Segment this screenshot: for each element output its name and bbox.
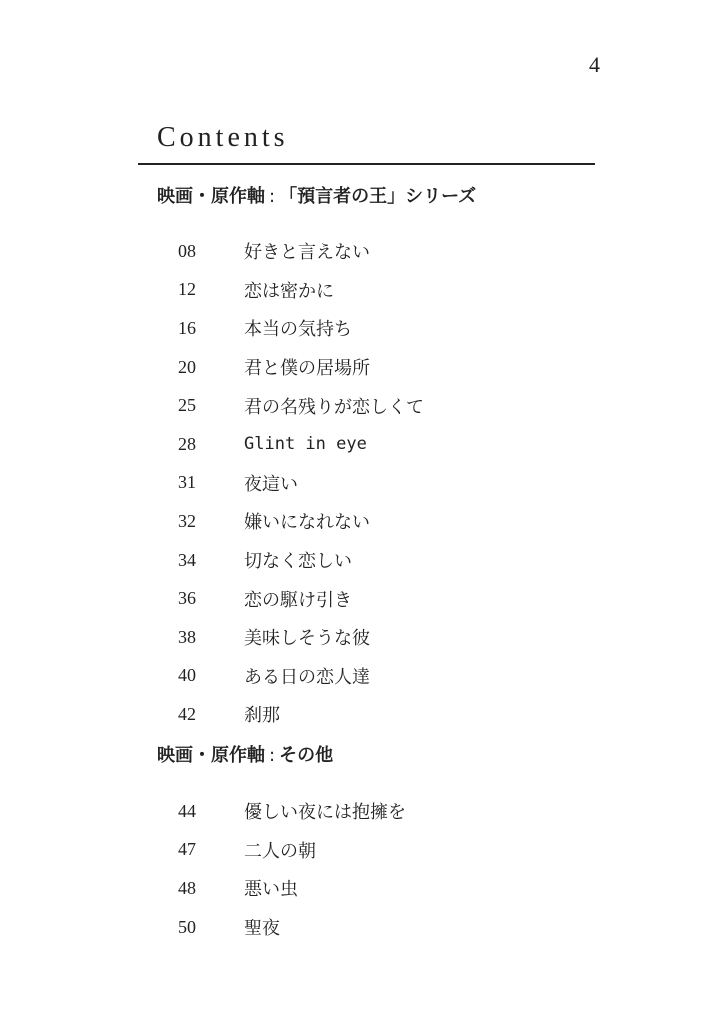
toc-page-number: 16	[178, 317, 196, 338]
toc-page-number: 47	[178, 839, 196, 860]
toc-entry[interactable]	[178, 464, 424, 503]
toc-page-number: 12	[178, 279, 196, 300]
toc-page-number: 32	[178, 510, 196, 531]
toc-entry-title: ある日の恋人達	[244, 666, 370, 688]
toc-page-number: 48	[178, 877, 196, 898]
toc-page-number: 50	[178, 916, 196, 937]
toc-entry-title: 優しい夜には抱擁を	[244, 802, 406, 824]
toc-page-number: 28	[178, 433, 196, 454]
toc-page-number: 08	[178, 240, 196, 261]
toc-entry-title: 嫌いになれない	[244, 512, 370, 534]
toc-entry-title: 恋は密かに	[244, 280, 334, 302]
toc-entry[interactable]	[178, 869, 406, 908]
toc-entry[interactable]	[178, 541, 424, 580]
toc-entry[interactable]	[178, 579, 424, 618]
toc-entry-title: 聖夜	[244, 918, 280, 940]
section-separator: :	[269, 186, 276, 207]
toc-entry[interactable]	[178, 271, 424, 310]
toc-page-number: 34	[178, 549, 196, 570]
toc-entry-title: 美味しそうな彼	[244, 628, 370, 650]
toc-entry[interactable]	[178, 657, 424, 696]
section-heading-others	[157, 741, 333, 767]
toc-entry-title: 恋の駆け引き	[244, 589, 352, 611]
toc-entry[interactable]	[178, 831, 406, 870]
toc-page-number: 40	[178, 665, 196, 686]
toc-entry[interactable]	[178, 908, 406, 947]
toc-entry[interactable]	[178, 386, 424, 425]
section-heading-prophet-king-series	[157, 182, 476, 208]
toc-entry-title: 君の名残りが恋しくて	[244, 396, 424, 418]
toc-entry[interactable]	[178, 232, 424, 271]
toc-list-prophet-king-series	[178, 232, 424, 734]
toc-entry[interactable]	[178, 348, 424, 387]
toc-entry-title: 君と僕の居場所	[244, 358, 370, 380]
toc-entry[interactable]	[178, 425, 424, 464]
toc-entry[interactable]	[178, 618, 424, 657]
title-underline-divider	[138, 163, 595, 165]
toc-entry[interactable]	[178, 792, 406, 831]
toc-entry[interactable]	[178, 695, 424, 734]
toc-entry-title: Glint in eye	[244, 434, 367, 455]
toc-entry-title: 本当の気持ち	[244, 319, 352, 341]
section-name: 「預言者の王」シリーズ	[279, 186, 477, 207]
toc-page-number: 44	[178, 800, 196, 821]
toc-entry-title: 刹那	[244, 705, 280, 727]
toc-entry[interactable]	[178, 502, 424, 541]
toc-page-number: 20	[178, 356, 196, 377]
contents-title: Contents	[157, 122, 289, 153]
toc-entry-title: 二人の朝	[244, 840, 316, 862]
toc-list-others	[178, 792, 406, 946]
page-number: 4	[589, 52, 600, 77]
toc-entry-title: 悪い虫	[244, 879, 298, 901]
toc-entry-title: 切なく恋しい	[244, 551, 352, 573]
toc-page-number: 38	[178, 626, 196, 647]
section-separator: :	[269, 745, 276, 766]
toc-entry-title: 好きと言えない	[244, 242, 370, 264]
section-name: その他	[279, 745, 334, 766]
toc-page-number: 36	[178, 588, 196, 609]
toc-page-number: 31	[178, 472, 196, 493]
toc-page-number: 25	[178, 395, 196, 416]
section-prefix: 映画・原作軸	[157, 186, 265, 207]
toc-page-number: 42	[178, 703, 196, 724]
toc-entry[interactable]	[178, 309, 424, 348]
toc-entry-title: 夜這い	[244, 473, 298, 495]
section-prefix: 映画・原作軸	[157, 745, 265, 766]
